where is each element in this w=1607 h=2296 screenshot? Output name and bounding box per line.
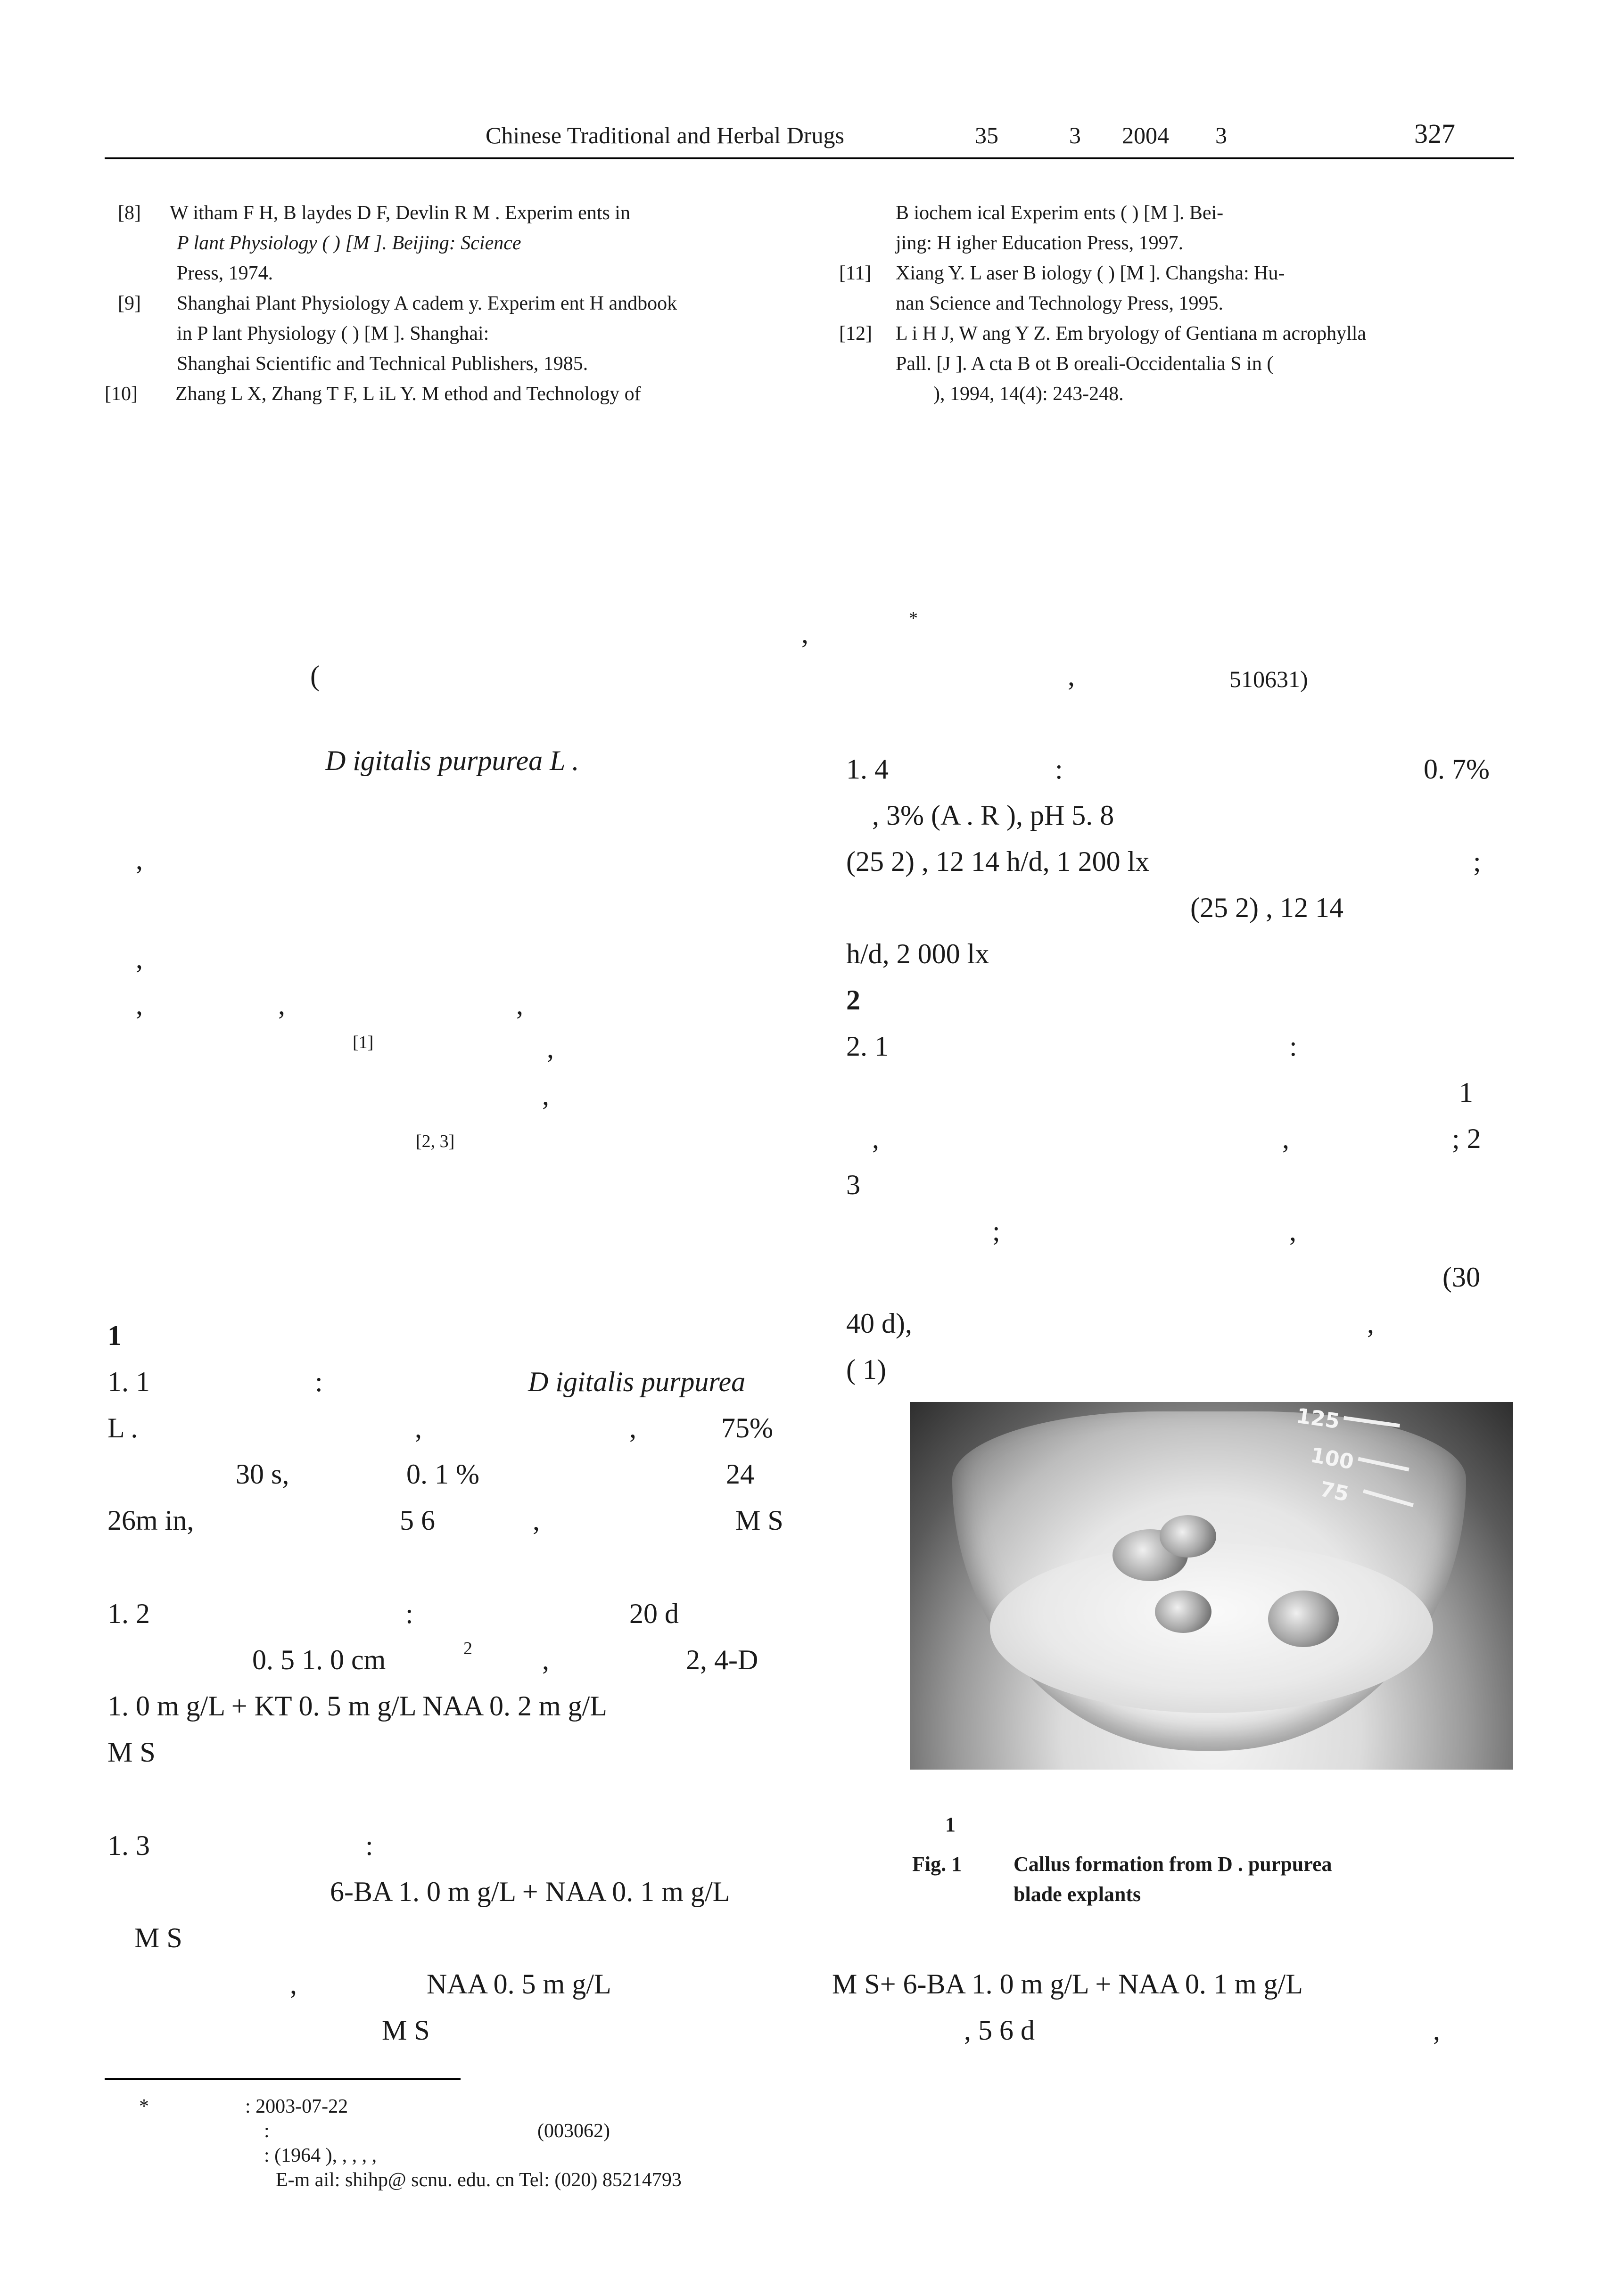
body-text: ,: [415, 1412, 422, 1443]
reference-number: [10]: [105, 383, 138, 405]
footnote-star: *: [139, 2096, 149, 2117]
body-text: 75%: [721, 1412, 773, 1443]
beaker-mark-100: 100: [1309, 1443, 1356, 1475]
reference-line: Pall. [J ]. A cta B ot B oreali-Occidentalia S in (: [896, 353, 1274, 375]
footnote-author: : (1964 ), , , , ,: [264, 2145, 377, 2166]
body-text: :: [315, 1366, 323, 1397]
reference-10-continued: [839, 198, 1518, 264]
callus-cluster: [1160, 1515, 1216, 1558]
reference-line: jing: H igher Education Press, 1997.: [896, 232, 1184, 254]
body-text: :: [1289, 1031, 1297, 1062]
running-header-volume: 35: [975, 122, 998, 148]
title-asterisk: *: [909, 608, 918, 628]
callus-cluster: [1155, 1591, 1211, 1633]
body-text: ,: [542, 1644, 549, 1675]
subsection-number: 1. 2: [107, 1598, 150, 1629]
affiliation-postcode: 510631): [1229, 666, 1308, 692]
citation-superscript: [1]: [353, 1033, 374, 1052]
body-text: M S: [382, 2015, 430, 2046]
reference-line: Shanghai Scientific and Technical Publishers, 1985.: [177, 353, 588, 375]
body-text: ;: [992, 1215, 1000, 1246]
body-text: ,: [542, 1080, 549, 1111]
reference-line: Shanghai Plant Physiology A cadem y. Experim ent H andbook: [177, 293, 677, 314]
body-text: h/d, 2 000 lx: [846, 938, 989, 969]
body-text: , 3% (A . R ), pH 5. 8: [872, 800, 1114, 831]
body-text: ,: [547, 1033, 554, 1064]
figure-caption-line: Callus formation from D . purpurea: [1014, 1853, 1332, 1876]
footnote-rule: [105, 2078, 461, 2080]
footnote-received: : 2003-07-22: [245, 2096, 348, 2117]
body-text: ,: [1282, 1123, 1289, 1154]
subsection-number: 2. 1: [846, 1031, 889, 1062]
body-text: ( 1): [846, 1354, 886, 1385]
body-text: ;: [1473, 846, 1481, 877]
body-text: 24: [726, 1459, 754, 1490]
figure-caption-line: blade explants: [1014, 1883, 1141, 1906]
section-heading-2: 2: [846, 984, 860, 1016]
body-text: (25 2) , 12 14 h/d, 1 200 lx: [846, 846, 1150, 877]
body-text: 0. 5 1. 0 cm: [252, 1644, 386, 1675]
affiliation-comma: ,: [1068, 660, 1075, 691]
figure-number: 1: [945, 1813, 956, 1836]
body-text: :: [405, 1598, 413, 1629]
footnote-fund-code: (003062): [537, 2120, 610, 2142]
running-header-month: 3: [1215, 122, 1227, 148]
body-text: ,: [136, 943, 143, 974]
body-text: ,: [1289, 1215, 1296, 1246]
reference-line: L i H J, W ang Y Z. Em bryology of Gentiana m acrophylla: [896, 323, 1367, 344]
reference-9: [118, 288, 787, 383]
body-text: 40 d),: [846, 1308, 912, 1339]
footnote-fund-colon: :: [264, 2120, 270, 2142]
running-header-year: 2004: [1122, 122, 1169, 148]
body-text: 26m in,: [107, 1505, 194, 1536]
body-text: :: [1055, 754, 1063, 785]
body-text-species: D igitalis purpurea: [528, 1366, 746, 1397]
reference-12: [839, 319, 1518, 413]
affiliation-open: (: [310, 660, 320, 691]
page-number: 327: [1414, 118, 1455, 149]
reference-number: [9]: [118, 293, 141, 314]
body-text: 30 s,: [236, 1459, 289, 1490]
reference-8: [118, 198, 787, 292]
title-comma: ,: [801, 618, 808, 649]
section-heading-1: 1: [107, 1320, 122, 1351]
body-text: ,: [290, 1968, 297, 2000]
body-text: , 5 6 d: [964, 2015, 1035, 2046]
body-text: ,: [533, 1505, 540, 1536]
subsection-number: 1. 1: [107, 1366, 150, 1397]
body-text: ,: [1367, 1308, 1374, 1339]
body-text: M S: [735, 1505, 783, 1536]
body-text: ; 2: [1452, 1123, 1481, 1154]
body-text: L .: [107, 1412, 138, 1443]
body-text: ,: [629, 1412, 636, 1443]
reference-10: [105, 379, 788, 412]
superscript: 2: [463, 1639, 472, 1658]
body-text: 6-BA 1. 0 m g/L + NAA 0. 1 m g/L: [330, 1876, 730, 1907]
reference-line: nan Science and Technology Press, 1995.: [896, 293, 1223, 314]
body-text: (25 2) , 12 14: [1190, 892, 1343, 923]
reference-line: Zhang L X, Zhang T F, L iL Y. M ethod and Technology of: [175, 383, 641, 405]
body-text: ,: [516, 989, 523, 1020]
subsection-number: 1. 4: [846, 754, 889, 785]
beaker-mark-75: 75: [1318, 1477, 1351, 1507]
figure-label: Fig. 1: [912, 1853, 962, 1876]
body-text: ,: [278, 989, 285, 1020]
body-text: ,: [136, 989, 143, 1020]
reference-line: in P lant Physiology ( ) [M ]. Shanghai:: [177, 323, 489, 344]
body-text: ,: [136, 844, 143, 875]
body-text: 0. 1 %: [406, 1459, 479, 1490]
body-text: M S+ 6-BA 1. 0 m g/L + NAA 0. 1 m g/L: [832, 1968, 1303, 2000]
body-text: 5 6: [400, 1505, 435, 1536]
reference-line: W itham F H, B laydes D F, Devlin R M . Experim ents in: [170, 202, 630, 224]
reference-number: [12]: [839, 323, 872, 344]
subsection-number: 1. 3: [107, 1830, 150, 1861]
reference-11: [839, 258, 1518, 324]
reference-line: Xiang Y. L aser B iology ( ) [M ]. Changsha: Hu-: [896, 262, 1285, 284]
body-text: 3: [846, 1169, 860, 1200]
body-text: 1: [1459, 1077, 1473, 1108]
reference-number: [11]: [839, 262, 872, 284]
body-text: :: [365, 1830, 373, 1861]
body-text: 0. 7%: [1424, 754, 1490, 785]
figure-1-photo: [910, 1402, 1513, 1770]
body-text: ,: [1433, 2015, 1440, 2046]
citation-superscript: [2, 3]: [416, 1132, 455, 1151]
body-text: M S: [107, 1737, 156, 1768]
body-text-species: D igitalis purpurea L .: [325, 745, 579, 776]
body-text: (30: [1442, 1262, 1480, 1293]
body-text: 20 d: [629, 1598, 679, 1629]
reference-line: Press, 1974.: [177, 262, 273, 284]
header-rule: [105, 157, 1514, 159]
body-text: 2, 4-D: [686, 1644, 758, 1675]
reference-line: B iochem ical Experim ents ( ) [M ]. Bei-: [896, 202, 1224, 224]
reference-line: P lant Physiology ( ) [M ]. Beijing: Science: [177, 232, 521, 254]
culture-medium: [990, 1543, 1433, 1713]
reference-line: ), 1994, 14(4): 243-248.: [933, 383, 1124, 405]
body-text: ,: [872, 1123, 879, 1154]
running-header-issue: 3: [1069, 122, 1081, 148]
beaker-mark-125: 125: [1294, 1403, 1341, 1434]
body-text: M S: [134, 1922, 182, 1953]
reference-number: [8]: [118, 202, 141, 224]
footnote-contact: E-m ail: shihp@ scnu. edu. cn Tel: (020) 85214793: [276, 2169, 682, 2191]
body-text: 1. 0 m g/L + KT 0. 5 m g/L NAA 0. 2 m g/L: [107, 1690, 607, 1722]
running-header-journal: Chinese Traditional and Herbal Drugs: [486, 122, 845, 148]
body-text: NAA 0. 5 m g/L: [427, 1968, 611, 2000]
callus-cluster: [1268, 1591, 1339, 1647]
